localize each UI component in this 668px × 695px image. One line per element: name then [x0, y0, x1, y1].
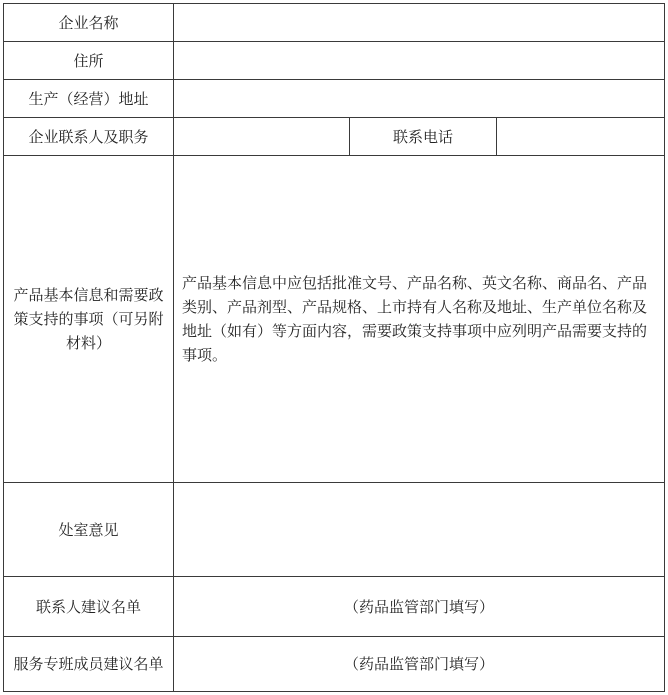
production-address-field[interactable]	[174, 80, 665, 118]
service-team-field[interactable]: （药品监管部门填写）	[174, 637, 665, 692]
office-opinion-field[interactable]	[174, 483, 665, 577]
address-label: 住所	[4, 42, 174, 80]
contact-person-field[interactable]	[174, 118, 350, 156]
contact-suggest-label: 联系人建议名单	[4, 577, 174, 637]
address-field[interactable]	[174, 42, 665, 80]
contact-person-label: 企业联系人及职务	[4, 118, 174, 156]
production-address-label: 生产（经营）地址	[4, 80, 174, 118]
row-contact-suggest	[4, 577, 665, 637]
row-address	[4, 42, 665, 80]
row-contact	[4, 118, 665, 156]
office-opinion-label: 处室意见	[4, 483, 174, 577]
company-name-field[interactable]	[174, 4, 665, 42]
product-info-field[interactable]: 产品基本信息中应包括批准文号、产品名称、英文名称、商品名、产品类别、产品剂型、产品规格、上市持有人名称及地址、生产单位名称及地址（如有）等方面内容，需要政策支持事项中应列明产品需要支持的事项。	[174, 156, 665, 483]
company-name-label: 企业名称	[4, 4, 174, 42]
row-product-info	[4, 156, 665, 483]
contact-suggest-field[interactable]: （药品监管部门填写）	[174, 577, 665, 637]
contact-phone-label: 联系电话	[350, 118, 497, 156]
row-service-team	[4, 637, 665, 692]
contact-phone-field[interactable]	[497, 118, 665, 156]
row-company-name	[4, 4, 665, 42]
service-team-label: 服务专班成员建议名单	[4, 637, 174, 692]
row-office-opinion	[4, 483, 665, 577]
row-production-address	[4, 80, 665, 118]
product-info-label: 产品基本信息和需要政策支持的事项（可另附材料）	[4, 156, 174, 483]
application-form-table	[3, 3, 665, 692]
